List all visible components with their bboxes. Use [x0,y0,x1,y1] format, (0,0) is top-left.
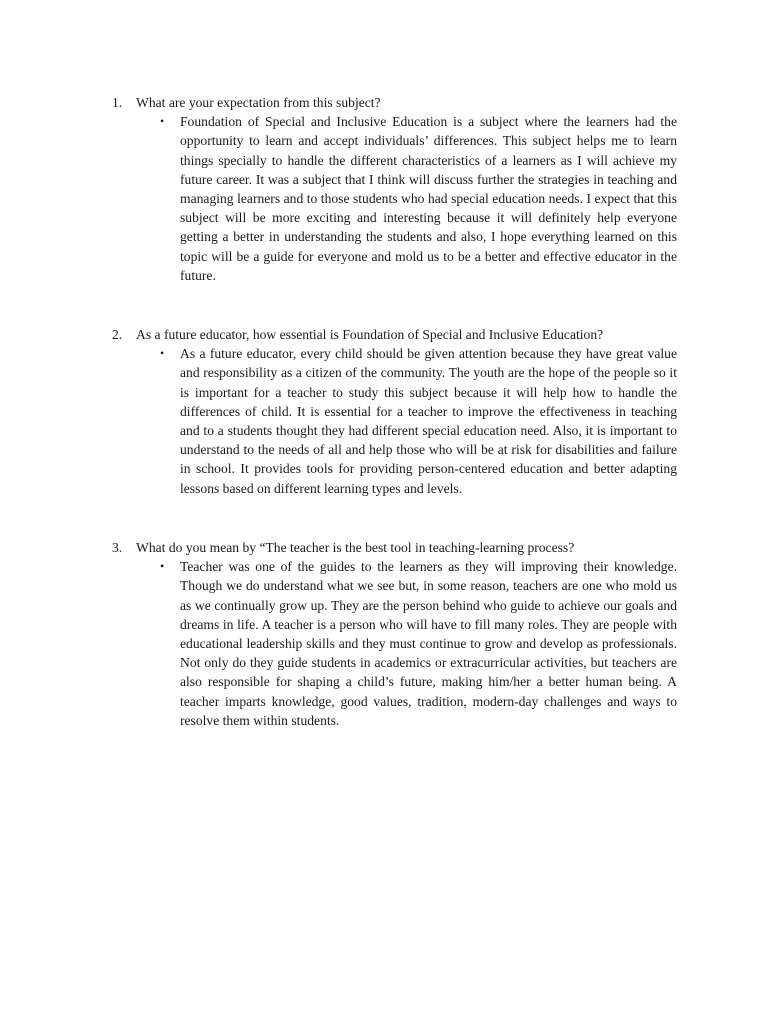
question-3 [112,538,692,730]
bullet-icon: • [160,114,165,129]
answer-text: As a future educator, every child should be given attention because they have great value and responsibility as a citizen of the community. The youth are the hope of the people so it is important for a teacher to study this subject because it will help how to handle the differences of child. It is essential for a teacher to improve the effectiveness in teaching and to a students thought they had different special education need. Also, it is important to understand to the needs of all and help those who will be at risk for disabilities and failure in school. It provides tools for providing person-centered education and better adapting lessons based on different learning types and levels. [180,346,677,496]
answer-text: Teacher was one of the guides to the learners as they will improving their knowledge. Though we do understand what we see but, in some reason, teachers are one who mold us as we continually grow up. They are the person behind who guide to achieve our goals and dreams in life. A teacher is a person who will have to fill many roles. They are people with educational leadership skills and they must continue to grow and develop as professionals. Not only do they guide students in academics or extracurricular activities, but teachers are also responsible for shaping a child’s future, making him/her a better human being. A teacher imparts knowledge, good values, tradition, modern-day challenges and ways to resolve them within students. [180,559,677,728]
bullet-icon: • [160,346,165,361]
answer-item [112,557,692,730]
bullet-icon: • [160,559,165,574]
question-heading [112,325,692,344]
question-number: 1. [112,95,123,110]
answer-item [112,112,692,285]
question-heading [112,538,692,557]
question-number: 3. [112,540,123,555]
question-text: What are your expectation from this subject? [136,95,381,110]
question-2 [112,325,692,498]
question-heading [112,93,692,112]
answer-text: Foundation of Special and Inclusive Education is a subject where the learners had the opportunity to learn and accept individuals’ differences. This subject helps me to learn things specially to handle the different characteristics of a learners as I will achieve my future career. It was a subject that I think will discuss further the strategies in teaching and managing learners and to those students who had special education needs. I expect that this subject will be more exciting and interesting because it will definitely help everyone getting a better in understanding the students and also, I hope everything learned on this topic will be a guide for everyone and mold us to be a better and effective educator in the future. [180,114,677,283]
answer-item [112,344,692,498]
question-text: What do you mean by “The teacher is the best tool in teaching-learning process? [136,540,575,555]
question-text: As a future educator, how essential is Foundation of Special and Inclusive Education? [136,327,604,342]
question-number: 2. [112,327,123,342]
question-1 [112,93,692,285]
